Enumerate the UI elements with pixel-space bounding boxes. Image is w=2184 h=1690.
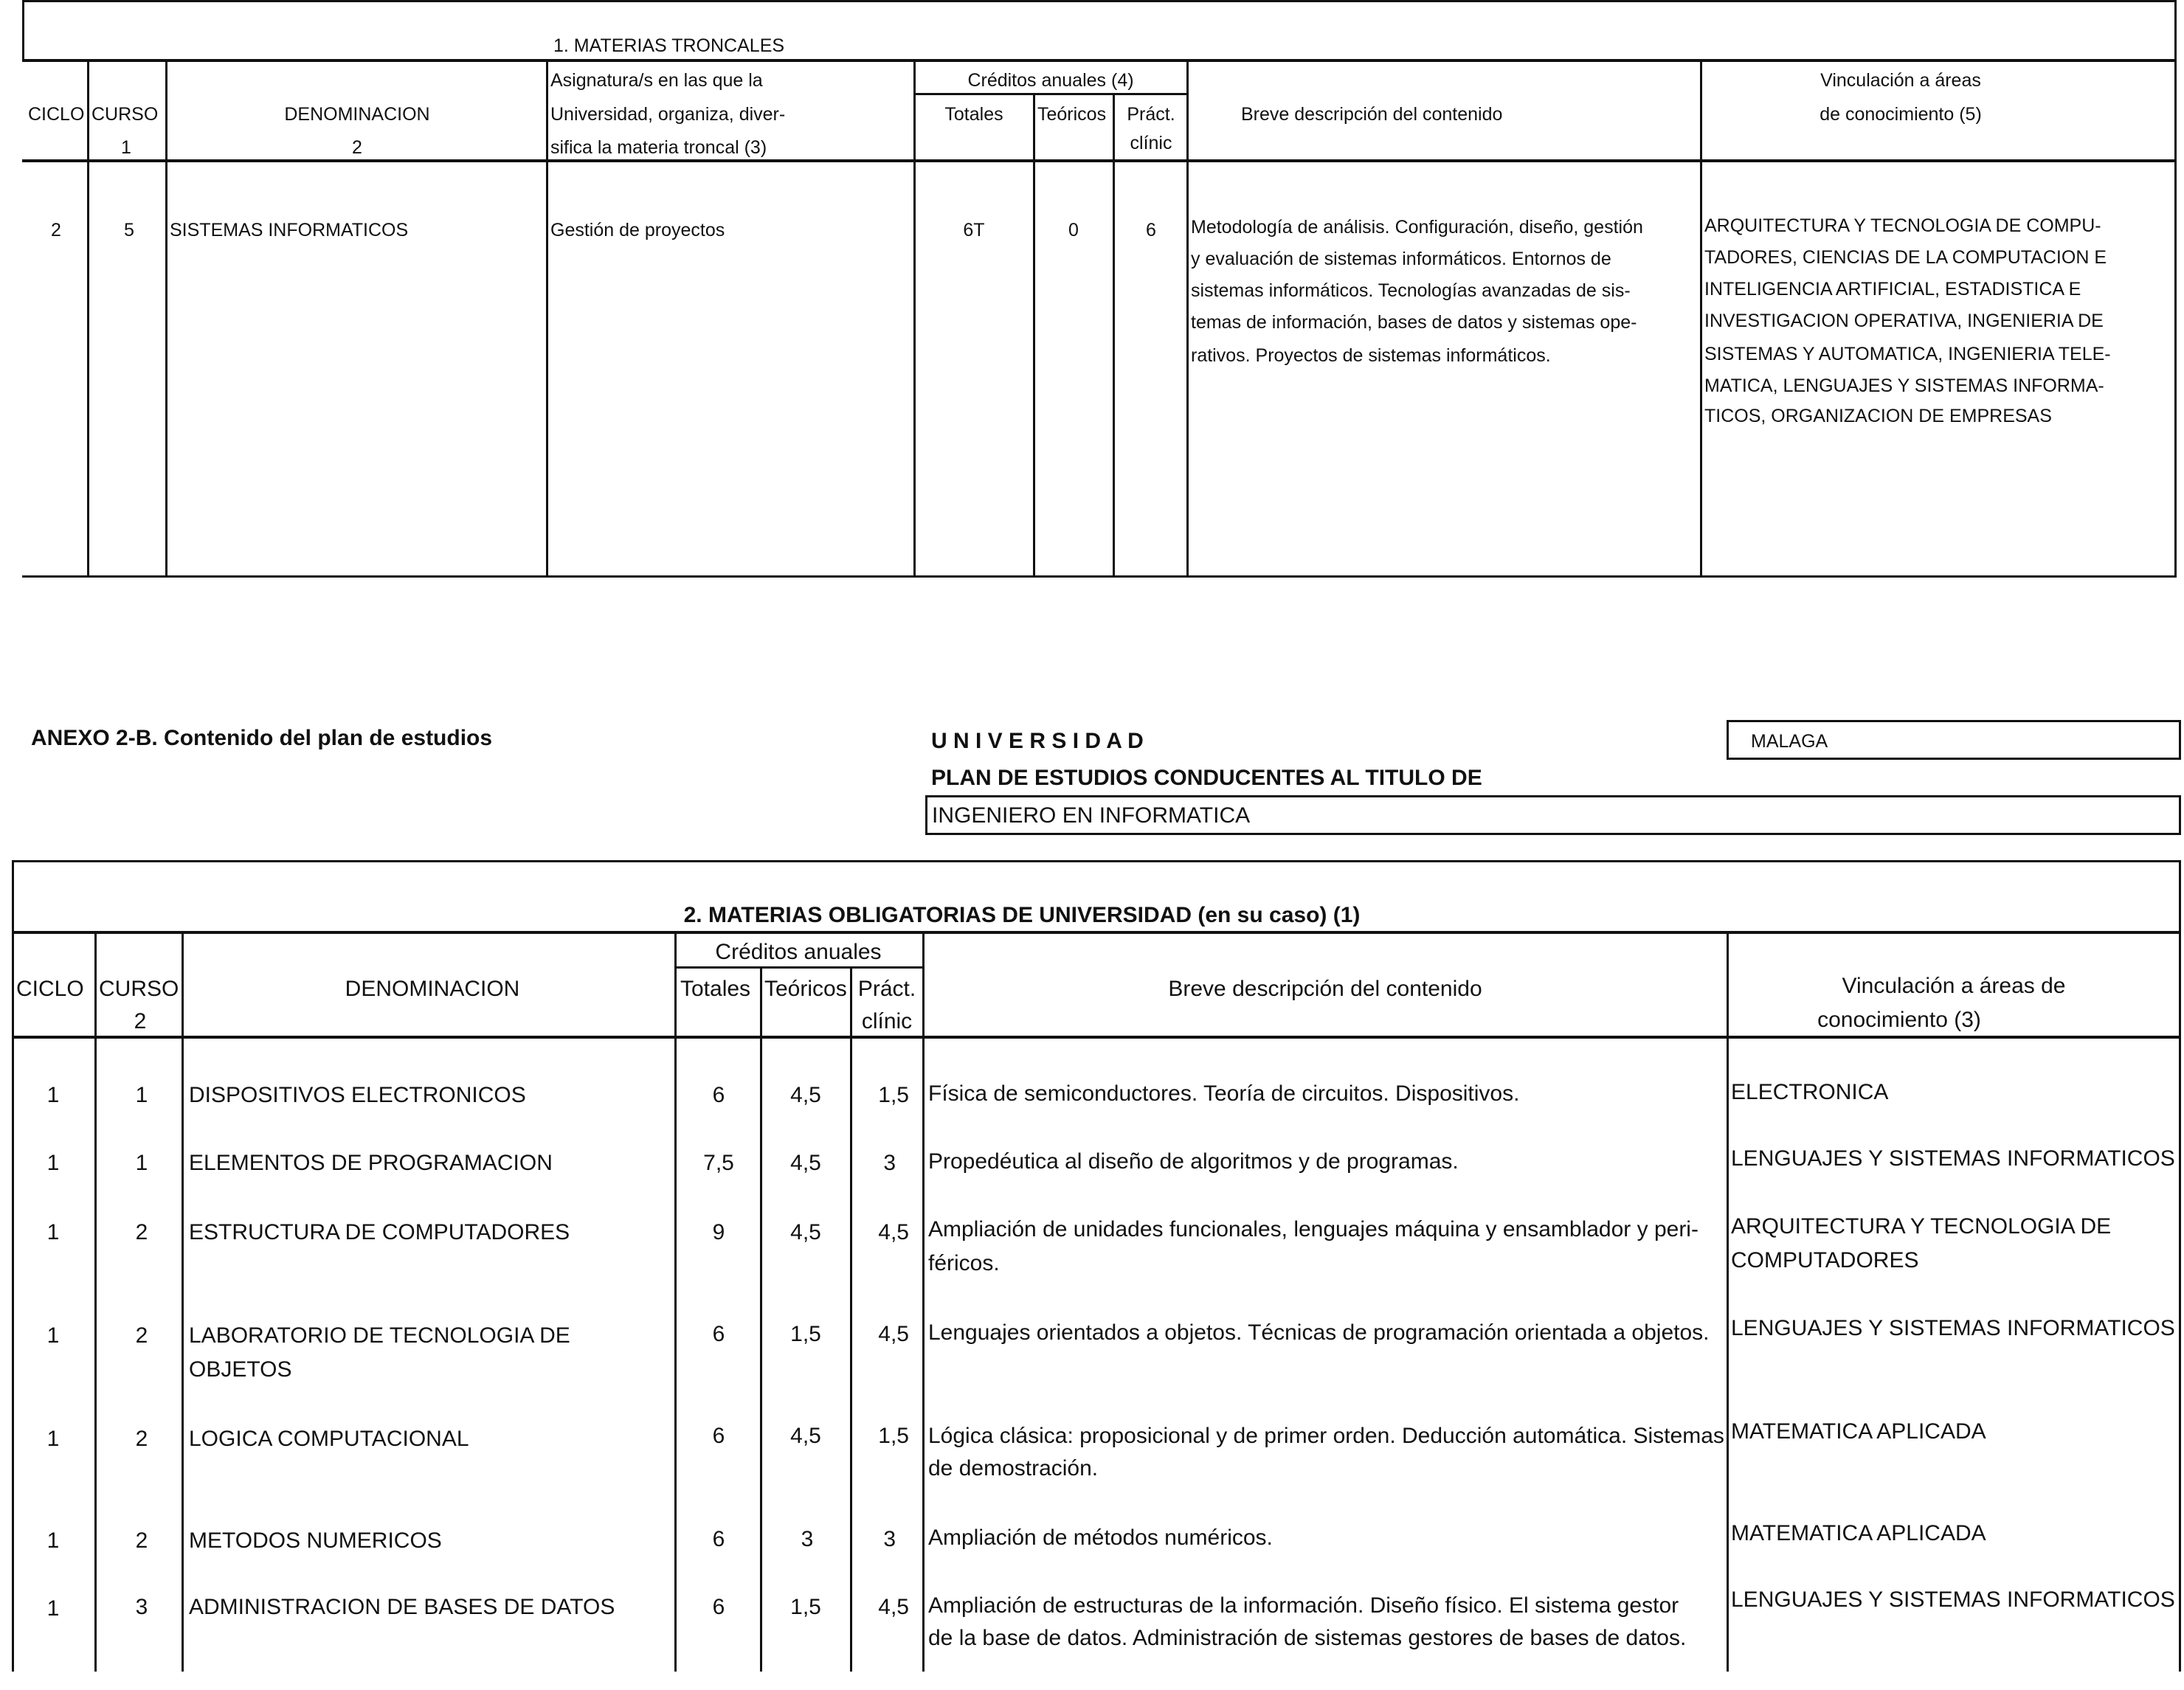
table-rule xyxy=(22,575,2177,578)
table-rule xyxy=(22,59,2177,62)
titulo-value: INGENIERO EN INFORMATICA xyxy=(932,803,1251,828)
table-rule xyxy=(2174,0,2177,578)
cell-practicos: 1,5 xyxy=(878,1424,909,1448)
table-rule xyxy=(12,860,2181,862)
cell-vinculacion: LENGUAJES Y SISTEMAS INFORMATICOS xyxy=(1731,1587,2175,1612)
table-rule xyxy=(1113,93,1115,578)
cell-practicos: 4,5 xyxy=(878,1322,909,1346)
cell-vinculacion: ARQUITECTURA Y TECNOLOGIA DE xyxy=(1731,1214,2112,1239)
cell-curso: 2 xyxy=(135,1220,148,1244)
cell-practicos: 4,5 xyxy=(878,1220,909,1244)
cell-teoricos: 1,5 xyxy=(790,1595,821,1619)
cell-vinculacion: MATEMATICA APLICADA xyxy=(1731,1521,1986,1545)
cell-teoricos: 1,5 xyxy=(790,1322,821,1346)
header-curso: CURSO xyxy=(91,104,159,125)
header-curso-number: 1 xyxy=(121,137,131,158)
cell-curso: 2 xyxy=(135,1427,148,1451)
cell-totales: 6 xyxy=(712,1595,725,1619)
universidad-label: U N I V E R S I D A D xyxy=(931,729,1144,753)
cell-curso: 2 xyxy=(135,1323,148,1348)
header-ciclo: CICLO xyxy=(28,104,85,125)
cell-ciclo: 1 xyxy=(46,1528,60,1553)
cell-denominacion: ESTRUCTURA DE COMPUTADORES xyxy=(189,1220,570,1244)
table-rule xyxy=(94,934,97,1672)
header-totales: Totales xyxy=(680,977,751,1001)
cell-denominacion: METODOS NUMERICOS xyxy=(189,1528,442,1553)
cell-descripcion: temas de información, bases de datos y sistemas ope- xyxy=(1191,312,1637,333)
cell-denominacion: ADMINISTRACION DE BASES DE DATOS xyxy=(189,1595,615,1619)
cell-curso: 5 xyxy=(124,220,134,240)
cell-descripcion: Ampliación de estructuras de la información. Diseño físico. El sistema gestor xyxy=(928,1593,1679,1618)
table-title: 1. MATERIAS TRONCALES xyxy=(553,35,785,56)
table-rule xyxy=(546,62,548,578)
header-totales: Totales xyxy=(944,104,1003,125)
table-rule xyxy=(850,966,852,1672)
header-practicos: Práct. xyxy=(1127,104,1175,125)
cell-vinculacion: INTELIGENCIA ARTIFICIAL, ESTADISTICA E xyxy=(1704,279,2081,299)
cell-descripcion: féricos. xyxy=(928,1251,1000,1275)
cell-totales: 6 xyxy=(712,1322,725,1346)
header-descripcion: Breve descripción del contenido xyxy=(1168,977,1482,1001)
header-asignatura: sifica la materia troncal (3) xyxy=(550,137,767,158)
table-rule xyxy=(1700,62,1702,578)
cell-vinculacion: MATICA, LENGUAJES Y SISTEMAS INFORMA- xyxy=(1704,375,2104,396)
cell-vinculacion: TADORES, CIENCIAS DE LA COMPUTACION E xyxy=(1704,247,2107,268)
header-creditos: Créditos anuales (4) xyxy=(967,70,1134,91)
cell-practicos: 1,5 xyxy=(878,1083,909,1107)
cell-denominacion: LOGICA COMPUTACIONAL xyxy=(189,1427,469,1451)
cell-descripcion: rativos. Proyectos de sistemas informáticos. xyxy=(1191,345,1551,366)
cell-ciclo: 1 xyxy=(46,1151,60,1175)
header-denominacion-number: 2 xyxy=(352,137,362,158)
cell-totales: 6 xyxy=(712,1083,725,1107)
header-vinculacion: Vinculación a áreas de xyxy=(1842,974,2066,998)
header-ciclo: CICLO xyxy=(16,977,84,1001)
cell-practicos: 4,5 xyxy=(878,1595,909,1619)
universidad-value: MALAGA xyxy=(1751,731,1828,752)
cell-vinculacion: INVESTIGACION OPERATIVA, INGENIERIA DE xyxy=(1704,311,2104,331)
cell-ciclo: 1 xyxy=(46,1323,60,1348)
cell-descripcion: Propedéutica al diseño de algoritmos y de programas. xyxy=(928,1149,1459,1174)
cell-ciclo: 1 xyxy=(46,1083,60,1107)
cell-curso: 2 xyxy=(135,1528,148,1553)
header-asignatura: Asignatura/s en las que la xyxy=(550,70,763,91)
header-practicos: clínic xyxy=(1130,133,1172,153)
header-creditos: Créditos anuales xyxy=(715,940,882,964)
cell-curso: 1 xyxy=(135,1151,148,1175)
table-rule xyxy=(674,966,924,969)
cell-descripcion: Metodología de análisis. Configuración, diseño, gestión xyxy=(1191,217,1643,238)
cell-practicos: 6 xyxy=(1146,220,1156,240)
header-curso-number: 2 xyxy=(134,1009,147,1033)
cell-descripcion: Lógica clásica: proposicional y de primer orden. Deducción automática. Sistemas xyxy=(928,1424,1724,1448)
table-rule xyxy=(1727,934,1729,1672)
table-rule xyxy=(22,0,2177,2)
header-vinculacion: conocimiento (3) xyxy=(1817,1008,1981,1032)
table-rule xyxy=(1033,93,1035,578)
table-rule xyxy=(1186,62,1189,578)
table-rule xyxy=(22,159,2177,162)
cell-vinculacion: MATEMATICA APLICADA xyxy=(1731,1419,1986,1444)
cell-teoricos: 4,5 xyxy=(790,1220,821,1244)
header-teoricos: Teóricos xyxy=(764,977,847,1001)
header-curso: CURSO xyxy=(99,977,179,1001)
header-denominacion: DENOMINACION xyxy=(284,104,430,125)
cell-teoricos: 4,5 xyxy=(790,1083,821,1107)
cell-denominacion: OBJETOS xyxy=(189,1357,292,1382)
cell-teoricos: 4,5 xyxy=(790,1424,821,1448)
cell-ciclo: 1 xyxy=(46,1596,60,1621)
cell-ciclo: 2 xyxy=(51,220,61,240)
header-practicos: clínic xyxy=(861,1009,913,1033)
cell-vinculacion: ARQUITECTURA Y TECNOLOGIA DE COMPU- xyxy=(1704,215,2101,236)
cell-denominacion: LABORATORIO DE TECNOLOGIA DE xyxy=(189,1323,570,1348)
cell-ciclo: 1 xyxy=(46,1220,60,1244)
cell-vinculacion: TICOS, ORGANIZACION DE EMPRESAS xyxy=(1704,406,2052,426)
table-rule xyxy=(922,934,925,1672)
table-title: 2. MATERIAS OBLIGATORIAS DE UNIVERSIDAD (en su caso) (1) xyxy=(683,903,1361,927)
cell-curso: 1 xyxy=(135,1083,148,1107)
table-rule xyxy=(915,93,1188,95)
table-rule xyxy=(12,1036,2181,1039)
header-asignatura: Universidad, organiza, diver- xyxy=(550,104,786,125)
cell-descripcion: Ampliación de unidades funcionales, lenguajes máquina y ensamblador y peri- xyxy=(928,1217,1699,1241)
cell-descripcion: sistemas informáticos. Tecnologías avanzadas de sis- xyxy=(1191,280,1631,301)
cell-descripcion: Física de semiconductores. Teoría de circuitos. Dispositivos. xyxy=(928,1081,1520,1106)
table-rule xyxy=(165,62,167,578)
table-rule xyxy=(182,934,184,1672)
cell-denominacion: SISTEMAS INFORMATICOS xyxy=(170,220,409,240)
universidad-field xyxy=(1727,720,2181,760)
cell-descripcion: de demostración. xyxy=(928,1456,1099,1481)
cell-curso: 3 xyxy=(135,1595,148,1619)
cell-totales: 7,5 xyxy=(703,1151,734,1175)
cell-vinculacion: LENGUAJES Y SISTEMAS INFORMATICOS xyxy=(1731,1146,2175,1171)
cell-descripcion: y evaluación de sistemas informáticos. Entornos de xyxy=(1191,249,1611,269)
cell-teoricos: 3 xyxy=(801,1527,814,1551)
cell-asignatura: Gestión de proyectos xyxy=(550,220,725,240)
cell-descripcion: Ampliación de métodos numéricos. xyxy=(928,1525,1273,1550)
cell-vinculacion: COMPUTADORES xyxy=(1731,1248,1919,1272)
cell-teoricos: 0 xyxy=(1068,220,1079,240)
plan-label: PLAN DE ESTUDIOS CONDUCENTES AL TITULO DE xyxy=(931,766,1482,790)
cell-totales: 9 xyxy=(712,1220,725,1244)
header-teoricos: Teóricos xyxy=(1037,104,1107,125)
table-rule xyxy=(87,62,89,578)
cell-descripcion: de la base de datos. Administración de sistemas gestores de bases de datos. xyxy=(928,1626,1687,1650)
cell-practicos: 3 xyxy=(883,1151,896,1175)
header-vinculacion: de conocimiento (5) xyxy=(1820,104,1982,125)
cell-descripcion: Lenguajes orientados a objetos. Técnicas de programación orientada a objetos. xyxy=(928,1320,1710,1345)
cell-vinculacion: LENGUAJES Y SISTEMAS INFORMATICOS xyxy=(1731,1316,2175,1340)
cell-ciclo: 1 xyxy=(46,1427,60,1451)
cell-practicos: 3 xyxy=(883,1527,896,1551)
cell-totales: 6 xyxy=(712,1424,725,1448)
cell-totales: 6T xyxy=(963,220,985,240)
table-rule xyxy=(12,860,14,1672)
header-descripcion: Breve descripción del contenido xyxy=(1241,104,1503,125)
cell-vinculacion: SISTEMAS Y AUTOMATICA, INGENIERIA TELE- xyxy=(1704,344,2111,364)
table-rule xyxy=(22,0,24,62)
table-rule xyxy=(913,62,916,578)
table-rule xyxy=(674,934,677,1672)
table-rule xyxy=(12,931,2181,934)
cell-totales: 6 xyxy=(712,1527,725,1551)
cell-denominacion: DISPOSITIVOS ELECTRONICOS xyxy=(189,1083,526,1107)
cell-denominacion: ELEMENTOS DE PROGRAMACION xyxy=(189,1151,553,1175)
cell-vinculacion: ELECTRONICA xyxy=(1731,1080,1889,1104)
header-vinculacion: Vinculación a áreas xyxy=(1820,70,1981,91)
cell-teoricos: 4,5 xyxy=(790,1151,821,1175)
table-rule xyxy=(2179,860,2181,1672)
header-practicos: Práct. xyxy=(857,977,916,1001)
table-rule xyxy=(760,966,762,1672)
header-denominacion: DENOMINACION xyxy=(345,977,520,1001)
titulo-field xyxy=(925,795,2181,835)
anexo-title: ANEXO 2-B. Contenido del plan de estudios xyxy=(31,726,493,750)
